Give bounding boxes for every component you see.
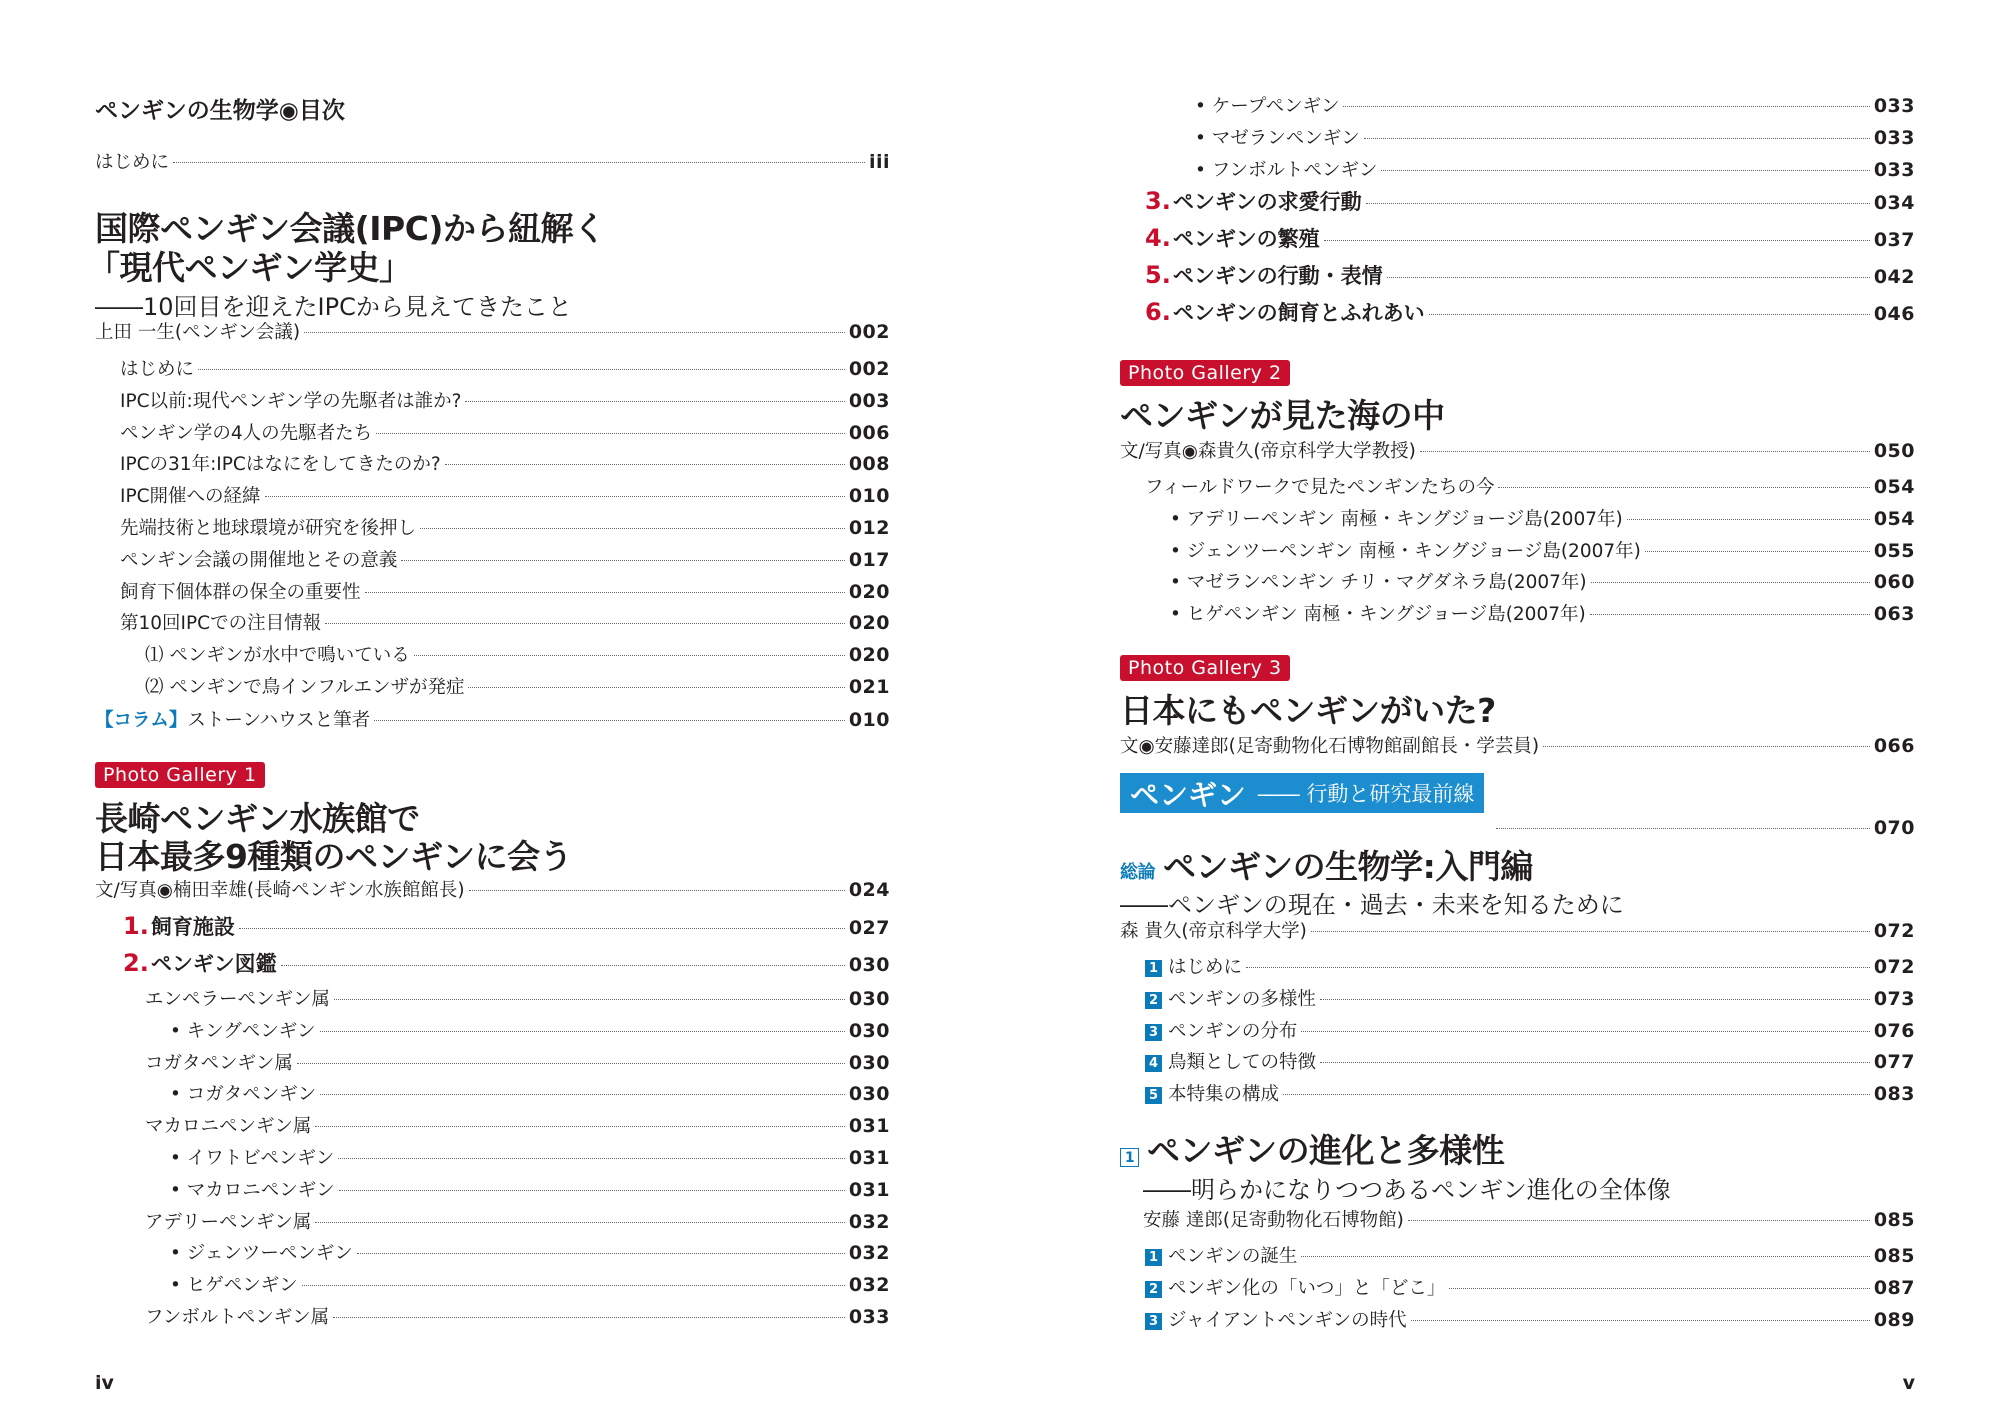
- dot-leader: [1364, 138, 1870, 139]
- dot-leader: [1301, 1256, 1870, 1257]
- page-ref: 020: [848, 580, 890, 603]
- toc-entry[interactable]: [1145, 1017, 1915, 1043]
- dot-leader: [376, 433, 845, 434]
- dot-leader: [414, 655, 845, 656]
- page-ref: 020: [848, 612, 890, 635]
- page-ref: 003: [848, 389, 890, 412]
- entry-label: IPC以前:現代ペンギン学の先駆者は誰か?: [120, 390, 462, 412]
- toc-entry[interactable]: [120, 514, 890, 540]
- dot-leader: [401, 560, 845, 561]
- entry-label: フンボルトペンギン属: [145, 1307, 330, 1328]
- entry-number: 3.: [1145, 187, 1171, 215]
- entry-label: • アデリーペンギン 南極・キングジョージ島(2007年): [1170, 508, 1623, 530]
- page-ref: 085: [1873, 1245, 1915, 1267]
- number-box: 5: [1145, 1087, 1162, 1104]
- dot-leader: [357, 1253, 845, 1254]
- number-box: 3: [1145, 1313, 1162, 1330]
- page-ref: 030: [848, 1019, 890, 1042]
- page-ref: 037: [1873, 229, 1915, 251]
- page-ref: 017: [848, 548, 890, 571]
- entry-label: ペンギンの誕生: [1168, 1246, 1298, 1267]
- entry-label: 本特集の構成: [1168, 1084, 1280, 1106]
- section-heading: 1 ペンギンの進化と多様性: [1120, 1132, 1504, 1170]
- toc-entry[interactable]: [170, 1271, 890, 1297]
- toc-entry[interactable]: [145, 673, 890, 699]
- entry-label: • ジェンツーペンギン: [170, 1243, 353, 1265]
- entry-label: ⑴ ペンギンが水中で鳴いている: [145, 645, 410, 667]
- photo-gallery-badge: Photo Gallery 2: [1120, 360, 1290, 386]
- page-ref: 010: [848, 485, 890, 508]
- page-ref: 008: [848, 453, 890, 476]
- dot-leader: [320, 1031, 845, 1032]
- section-heading: 国際ペンギン会議(IPC)から紐解く: [95, 209, 606, 248]
- toc-entry[interactable]: [1195, 124, 1915, 150]
- dot-leader: [339, 1190, 845, 1191]
- entry-label: • マゼランペンギン チリ・マグダネラ島(2007年): [1170, 572, 1587, 594]
- number-box: 1: [1145, 1249, 1162, 1266]
- author-entry[interactable]: 文/写真◉森貴久(帝京科学大学教授) 050: [1120, 440, 1915, 462]
- toc-entry[interactable]: [120, 450, 890, 476]
- toc-entry[interactable]: [1170, 537, 1915, 563]
- toc-entry[interactable]: [170, 1017, 890, 1043]
- section-heading: 総論 ペンギンの生物学:入門編: [1120, 847, 1533, 886]
- number-box: 1: [1145, 960, 1162, 977]
- toc-entry[interactable]: [145, 1049, 890, 1075]
- entry-label: IPCの31年:IPCはなにをしてきたのか?: [120, 454, 441, 476]
- numbered-entry[interactable]: 2.ペンギン図鑑 030: [123, 949, 890, 977]
- toc-entry[interactable]: [1170, 600, 1915, 626]
- dot-leader: [333, 1317, 845, 1318]
- page-ref: 032: [848, 1242, 890, 1265]
- page-ref: 033: [1873, 126, 1915, 149]
- toc-entry[interactable]: [120, 578, 890, 604]
- entry-label: ペンギン学の4人の先駆者たち: [120, 422, 373, 444]
- numbered-entry[interactable]: 1.飼育施設 027: [123, 912, 890, 940]
- entry-label: ペンギンの行動・表情: [1172, 264, 1383, 288]
- page-ref: 063: [1873, 603, 1915, 626]
- toc-entry[interactable]: [145, 1112, 890, 1138]
- page-ref: 073: [1873, 987, 1915, 1010]
- page-ref: 060: [1873, 571, 1915, 594]
- author-entry[interactable]: 上田 一生(ペンギン会議) 002: [95, 321, 890, 343]
- dot-leader: [325, 623, 845, 624]
- section-subheading: ――明らかになりつつあるペンギン進化の全体像: [1143, 1176, 1671, 1204]
- entry-label: • マゼランペンギン: [1195, 127, 1360, 149]
- author-entry[interactable]: 文/写真◉楠田幸雄(長崎ペンギン水族館館長) 024: [95, 879, 890, 901]
- entry-label: • ジェンツーペンギン 南極・キングジョージ島(2007年): [1170, 540, 1641, 562]
- entry-label: ペンギンの多様性: [1168, 988, 1316, 1010]
- dot-leader: [1645, 551, 1870, 552]
- entry-label: フィールドワークで見たペンギンたちの今: [1145, 477, 1495, 498]
- page-ref: 055: [1873, 539, 1915, 562]
- number-box: 4: [1145, 1055, 1162, 1072]
- page-ref: 033: [1873, 95, 1915, 117]
- section-heading: 「現代ペンギン学史」: [87, 248, 412, 287]
- page-ref: 031: [848, 1178, 890, 1201]
- toc-entry[interactable]: [1170, 505, 1915, 531]
- dot-leader: [265, 496, 845, 497]
- dot-leader: [297, 1063, 845, 1064]
- dot-leader: [1283, 1094, 1870, 1095]
- dot-leader: [1429, 314, 1870, 315]
- entry-label: ジャイアントペンギンの時代: [1168, 1309, 1407, 1331]
- section-heading: 長崎ペンギン水族館で: [95, 799, 420, 838]
- entry-label: • ヒゲペンギン 南極・キングジョージ島(2007年): [1170, 604, 1586, 626]
- dot-leader: [1411, 1320, 1870, 1321]
- section-heading: 日本にもペンギンがいた?: [1120, 691, 1496, 730]
- toc-entry[interactable]: [170, 1239, 890, 1265]
- page-ref: 089: [1873, 1308, 1915, 1331]
- dot-leader: [420, 528, 845, 529]
- toc-entry[interactable]: [120, 355, 890, 381]
- toc-entry[interactable]: [145, 641, 890, 667]
- dot-leader: [1343, 106, 1869, 107]
- dot-leader: [1381, 170, 1869, 171]
- page-ref: 077: [1873, 1051, 1915, 1074]
- dot-leader: [1387, 277, 1870, 278]
- author-entry[interactable]: 安藤 達郎(足寄動物化石博物館) 085: [1143, 1209, 1915, 1231]
- page-number: iv: [95, 1372, 114, 1394]
- dot-leader: [1324, 240, 1870, 241]
- dot-leader: [1591, 582, 1870, 583]
- page-ref: 021: [848, 676, 890, 698]
- toc-entry[interactable]: [170, 1144, 890, 1170]
- toc-entry[interactable]: [120, 419, 890, 445]
- page-ref: 002: [848, 358, 890, 380]
- entry-label: • マカロニペンギン: [170, 1179, 335, 1201]
- section-subheading: ――10回目を迎えたIPCから見えてきたこと: [95, 293, 572, 321]
- entry-label: ペンギンの求愛行動: [1172, 190, 1362, 214]
- toc-entry[interactable]: はじめに iii: [95, 151, 890, 173]
- section-subheading: ――ペンギンの現在・過去・未来を知るために: [1120, 891, 1624, 919]
- page-ref: 012: [848, 517, 890, 539]
- entry-number: 5.: [1145, 261, 1171, 289]
- dot-leader: [334, 999, 845, 1000]
- entry-label: ペンギン化の「いつ」と「どこ」: [1168, 1277, 1446, 1299]
- dot-leader: [1301, 1031, 1870, 1032]
- feature-banner: ペンギン ―― 行動と研究最前線: [1120, 773, 1484, 813]
- toc-entry[interactable]: [1145, 1048, 1915, 1074]
- entry-label: マカロニペンギン属: [145, 1116, 312, 1138]
- page-ref: 054: [1873, 507, 1915, 530]
- toc-entry[interactable]: [120, 609, 890, 635]
- entry-label: エンペラーペンギン属: [145, 989, 330, 1010]
- page-ref: 006: [848, 421, 890, 444]
- dot-leader: [1366, 203, 1870, 204]
- entry-label: ⑵ ペンギンで鳥インフルエンザが発症: [145, 677, 465, 698]
- number-box: 2: [1145, 992, 1162, 1009]
- photo-gallery-badge: Photo Gallery 3: [1120, 655, 1290, 681]
- entry-label: 飼育下個体群の保全の重要性: [120, 581, 361, 603]
- author-entry[interactable]: 文◉安藤達郎(足寄動物化石博物館副館長・学芸員) 066: [1120, 735, 1915, 757]
- page-ref: 030: [848, 988, 890, 1010]
- dot-leader: [198, 369, 845, 370]
- page-ref: 076: [1873, 1019, 1915, 1042]
- dot-leader: [1320, 999, 1870, 1000]
- toc-entry[interactable]: [1145, 473, 1915, 499]
- entry-number: 6.: [1145, 298, 1171, 326]
- dot-leader: [338, 1158, 845, 1159]
- dot-leader: [1590, 614, 1870, 615]
- page-ref: 030: [848, 1083, 890, 1106]
- toc-entry[interactable]: [145, 1208, 890, 1234]
- dot-leader: [1627, 519, 1870, 520]
- page-ref: 072: [1873, 956, 1915, 978]
- toc-entry[interactable]: [1145, 1306, 1915, 1332]
- dot-leader: [315, 1222, 845, 1223]
- toc-entry[interactable]: [120, 482, 890, 508]
- page-ref: 032: [848, 1274, 890, 1297]
- toc-entry[interactable]: [120, 546, 890, 572]
- entry-label: • コガタペンギン: [170, 1084, 317, 1106]
- dot-leader: [1320, 1062, 1870, 1063]
- entry-label: • フンボルトペンギン: [1195, 159, 1378, 181]
- toc-entry[interactable]: [145, 1303, 890, 1329]
- page-ref: 031: [848, 1115, 890, 1138]
- toc-title: ペンギンの生物学◉目次: [95, 98, 345, 124]
- dot-leader: [468, 687, 844, 688]
- dot-leader: [315, 1126, 845, 1127]
- entry-label: ペンギン会議の開催地とその意義: [120, 549, 398, 571]
- entry-label: • ヒゲペンギン: [170, 1275, 298, 1297]
- page-ref: 087: [1873, 1276, 1915, 1299]
- entry-label: アデリーペンギン属: [145, 1211, 312, 1233]
- dot-leader: [1498, 487, 1869, 488]
- toc-entry[interactable]: [145, 985, 890, 1011]
- page-ref: 033: [848, 1306, 890, 1328]
- toc-entry[interactable]: [170, 1080, 890, 1106]
- page-ref: 042: [1873, 266, 1915, 288]
- toc-entry[interactable]: [170, 1176, 890, 1202]
- numbered-entry[interactable]: [1145, 260, 1915, 290]
- page-ref: 033: [1873, 158, 1915, 181]
- entry-label: • キングペンギン: [170, 1020, 316, 1042]
- toc-entry[interactable]: [1195, 156, 1915, 182]
- toc-entry[interactable]: [1170, 568, 1915, 594]
- page-ref: 032: [848, 1210, 890, 1233]
- entry-label: 第10回IPCでの注目情報: [120, 613, 322, 635]
- entry-label: • イワトビペンギン: [170, 1148, 335, 1169]
- toc-entry[interactable]: [120, 387, 890, 413]
- entry-label: 先端技術と地球環境が研究を後押し: [120, 518, 417, 539]
- dot-leader: [445, 464, 845, 465]
- page-ref: 020: [848, 644, 890, 667]
- entry-number: 4.: [1145, 224, 1171, 252]
- page-number: v: [1902, 1372, 1915, 1394]
- dot-leader: [302, 1285, 845, 1286]
- page-ref: 031: [848, 1147, 890, 1169]
- feature-entry[interactable]: ペンギン ―― 行動と研究最前線 070: [1120, 798, 1915, 839]
- page-ref: 034: [1873, 192, 1915, 214]
- author-entry[interactable]: 森 貴久(帝京科学大学) 072: [1120, 920, 1915, 942]
- toc-entry[interactable]: [1195, 92, 1915, 118]
- page-ref: 030: [848, 1051, 890, 1074]
- section-heading: ペンギンが見た海の中: [1120, 396, 1445, 435]
- entry-label: はじめに: [120, 359, 195, 380]
- number-box: 3: [1145, 1024, 1162, 1041]
- numbered-entry[interactable]: [1145, 297, 1915, 327]
- numbered-entry[interactable]: [1145, 186, 1915, 216]
- dot-leader: [465, 401, 844, 402]
- dot-leader: [1449, 1288, 1870, 1289]
- numbered-entry[interactable]: [1145, 223, 1915, 253]
- section-heading: 日本最多9種類のペンギンに会う: [95, 837, 573, 876]
- entry-label: はじめに: [1168, 957, 1243, 978]
- entry-label: ペンギンの繁殖: [1172, 227, 1320, 251]
- entry-label: ペンギンの分布: [1168, 1020, 1298, 1042]
- toc-entry[interactable]: [1145, 1080, 1915, 1106]
- page-ref: 054: [1873, 476, 1915, 498]
- toc-entry[interactable]: [1145, 1274, 1915, 1300]
- entry-label: IPC開催への経緯: [120, 486, 261, 508]
- number-box: 2: [1145, 1281, 1162, 1298]
- entry-label: コガタペンギン属: [145, 1052, 293, 1074]
- column-entry[interactable]: 【コラム】ストーンハウスと筆者 010: [95, 709, 890, 731]
- entry-label: • ケープペンギン: [1195, 96, 1340, 117]
- page-ref: 046: [1873, 303, 1915, 325]
- entry-label: ペンギンの飼育とふれあい: [1172, 301, 1425, 325]
- entry-label: 鳥類としての特徴: [1168, 1052, 1317, 1074]
- page-ref: 083: [1873, 1083, 1915, 1106]
- dot-leader: [320, 1094, 845, 1095]
- dot-leader: [1246, 967, 1870, 968]
- toc-entry[interactable]: [1145, 1242, 1915, 1268]
- toc-entry[interactable]: [1145, 985, 1915, 1011]
- toc-entry[interactable]: [1145, 953, 1915, 979]
- photo-gallery-badge: Photo Gallery 1: [95, 762, 265, 788]
- dot-leader: [365, 592, 845, 593]
